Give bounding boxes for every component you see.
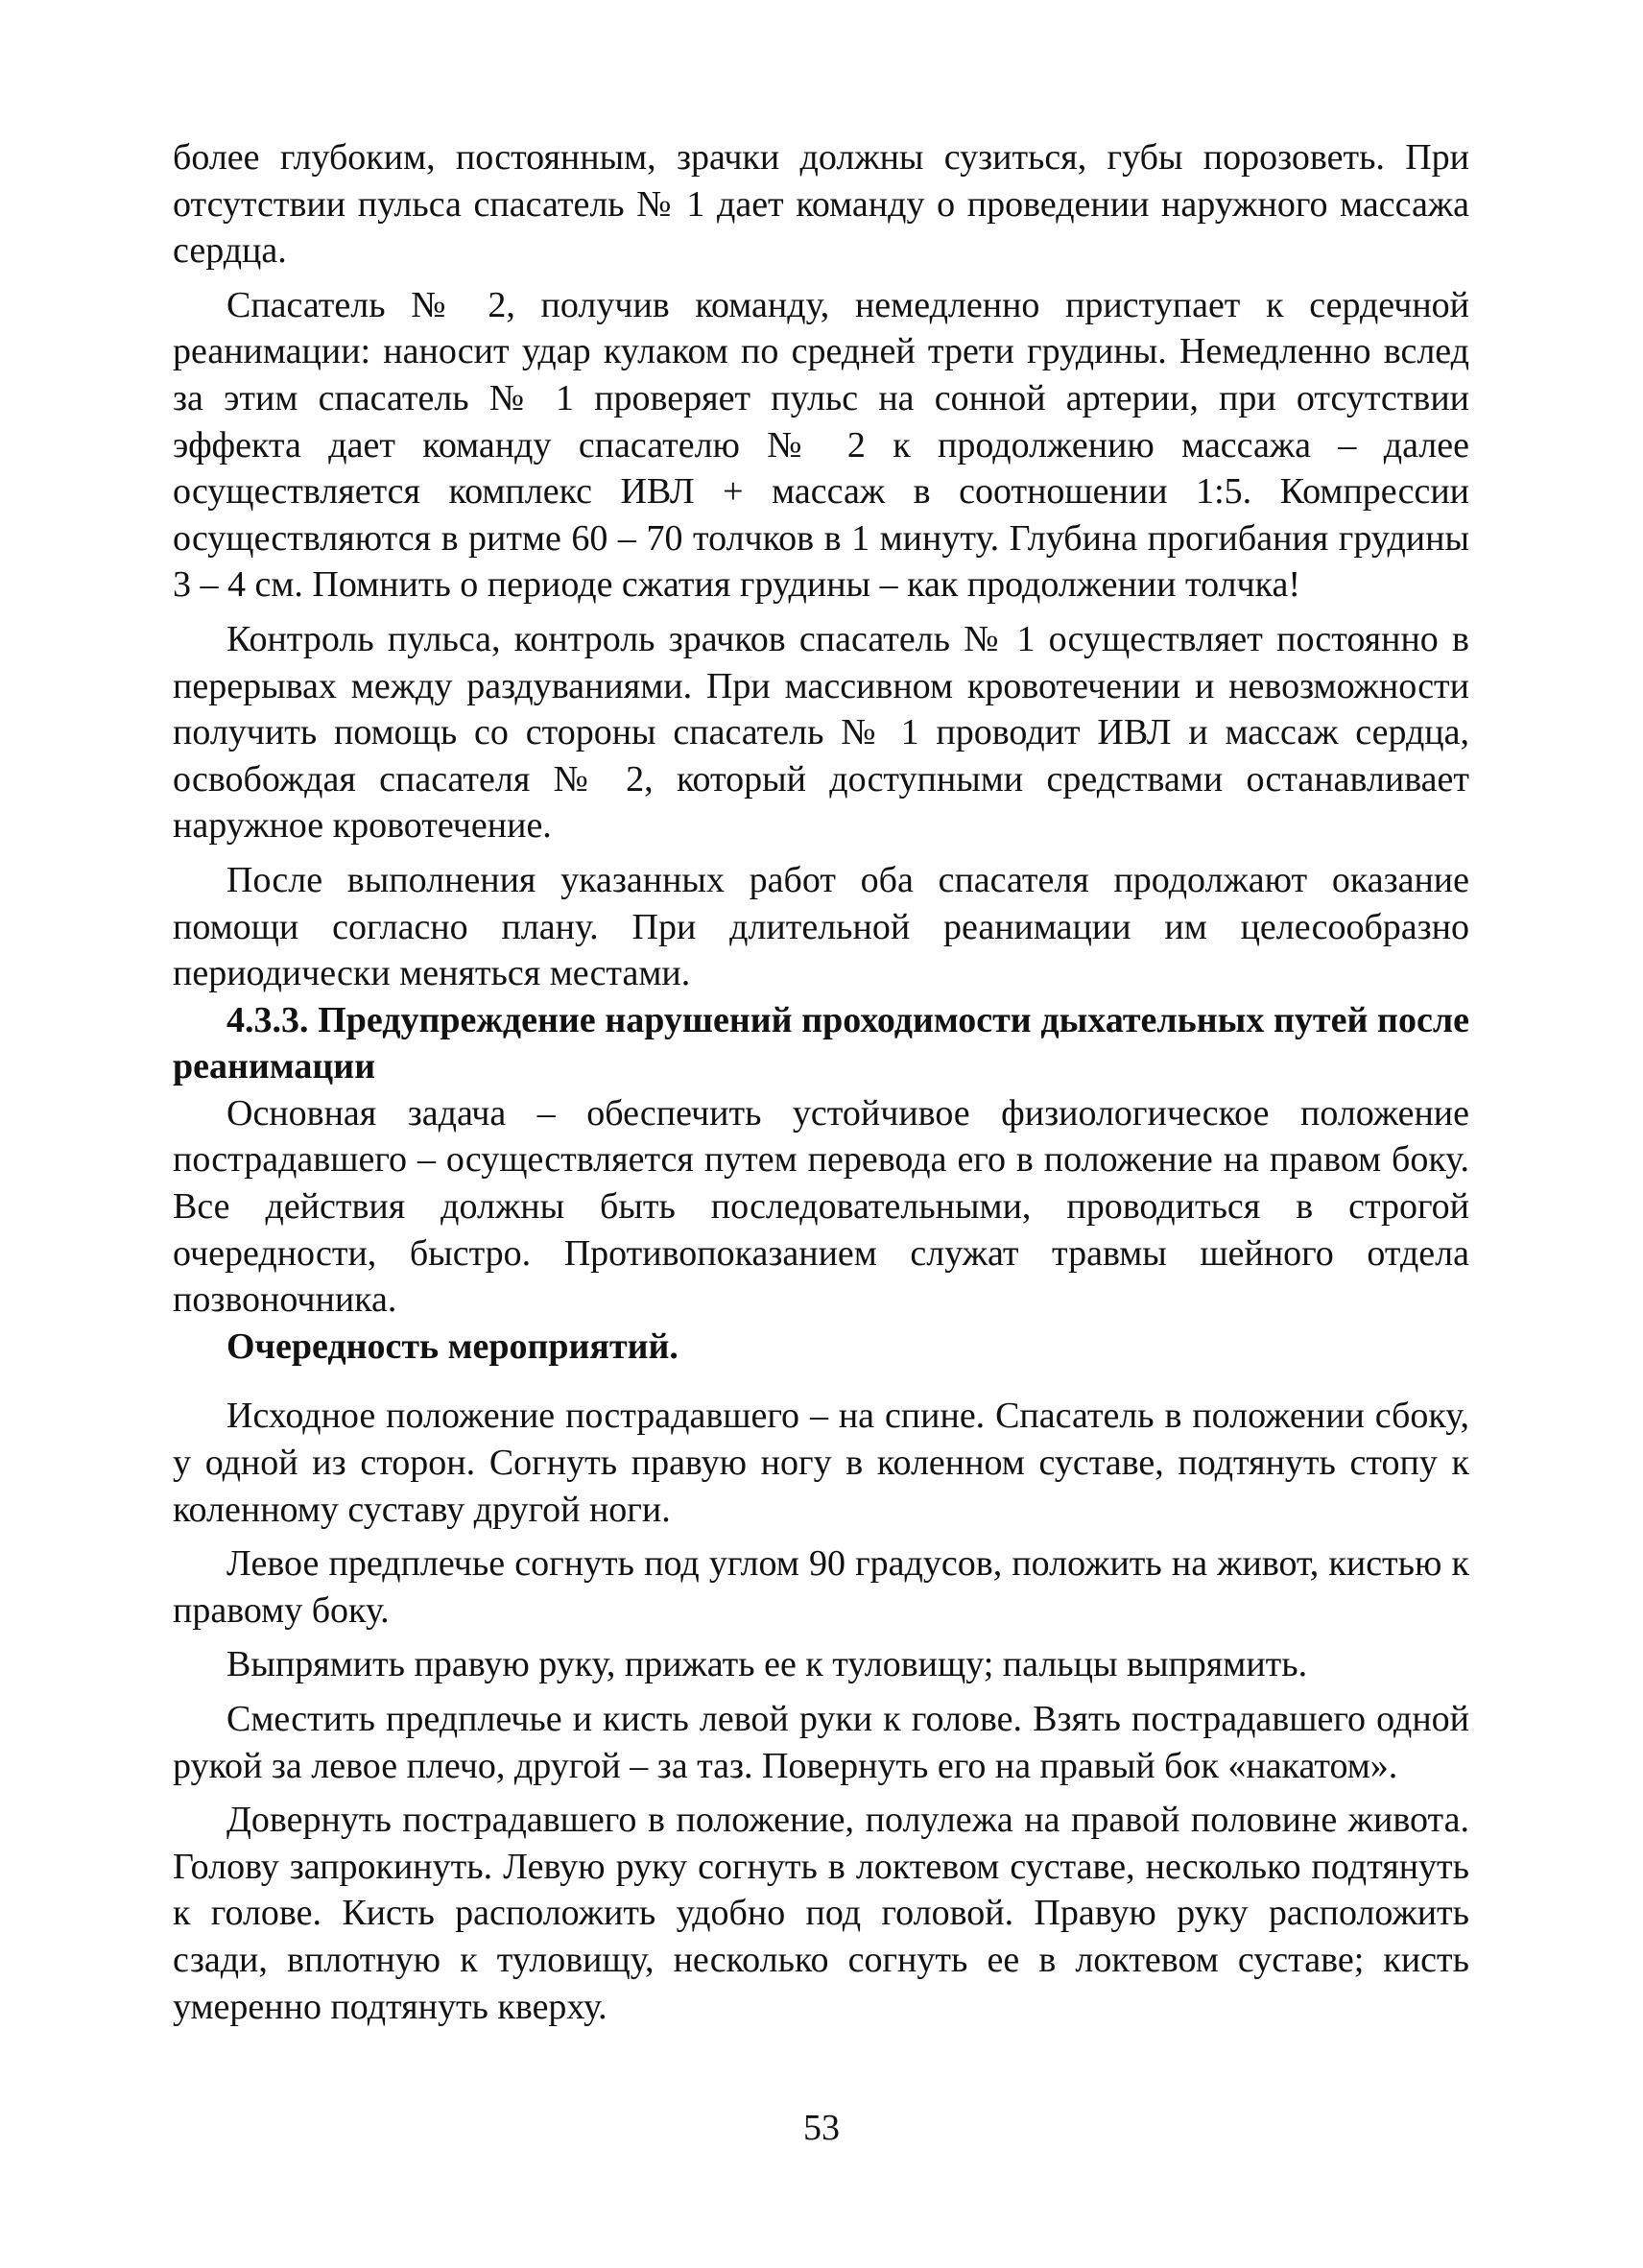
step-item: Сместить предплечье и кисть левой руки к голове. Взять пострадавшего одной рукой за левое плечо, другой – за таз. Повернуть его на правый бок «накатом». <box>173 1699 1469 1786</box>
paragraph-after-work: После выполнения указанных работ оба спасателя продолжают оказание помощи согласно плану. При длительной реанимации им целесообразно периодически меняться местами. <box>173 859 1469 994</box>
page-number: 53 <box>803 2108 840 2148</box>
step-item: Исходное положение пострадавшего – на спине. Спасатель в положении сбоку, у одной из сторон. Согнуть правую ногу в коленном суставе, подтянуть стопу к коленному суставу другой ноги. <box>173 1396 1469 1530</box>
section-paragraph: Основная задача – обеспечить устойчивое физиологическое положение пострадавшего – осуществляется путем перевода его в положение на правом боку. Все действия должны быть последовательными, проводиться в строгой очередности, быстро. Противопоказанием служат травмы шейного отдела позвоночника. <box>173 1092 1469 1321</box>
paragraph-continuation: более глубоким, постоянным, зрачки должны сузиться, губы порозоветь. При отсутствии пульса спасатель № 1 дает команду о проведении наружного массажа сердца. <box>173 137 1469 272</box>
step-item: Левое предплечье согнуть под углом 90 градусов, положить на живот, кистью к правому боку. <box>173 1543 1469 1631</box>
section-heading: 4.3.3. Предупреждение нарушений проходимости дыхательных путей после реанимации <box>173 999 1469 1087</box>
subheading: Очередность мероприятий. <box>226 1325 679 1367</box>
paragraph-rescuer-2: Спасатель № 2, получив команду, немедленно приступает к сердечной реанимации: наносит удар кулаком по средней трети грудины. Немедленно вслед за этим спасатель № 1 проверяет пульс на сонной артерии, при отсутствии эффекта дает команду спасателю № 2 к продолжению массажа – далее осуществляется комплекс ИВЛ + массаж в соотношении 1:5. Компрессии осуществляются в ритме 60 – 70 толчков в 1 минуту. Глубина прогибания грудины 3 – 4 см. Помнить о периоде сжатия грудины – как продолжении толчка! <box>173 284 1469 606</box>
paragraph-pulse-control: Контроль пульса, контроль зрачков спасатель № 1 осуществляет постоянно в перерывах между раздуваниями. При массивном кровотечении и невозможности получить помощь со стороны спасатель № 1 проводит ИВЛ и массаж сердца, освобождая спасателя № 2, который доступными средствами останавливает наружное кровотечение. <box>173 618 1469 847</box>
body-text <box>173 134 1469 2030</box>
step-item: Выпрямить правую руку, прижать ее к туловищу; пальцы выпрямить. <box>226 1644 1308 1685</box>
step-item: Довернуть пострадавшего в положение, полулежа на правой половине живота. Голову запрокинуть. Левую руку согнуть в локтевом суставе, несколько подтянуть к голове. Кисть расположить удобно под головой. Правую руку расположить сзади, вплотную к туловищу, несколько согнуть ее в локтевом суставе; кисть умеренно подтянуть кверху. <box>173 1800 1469 2027</box>
